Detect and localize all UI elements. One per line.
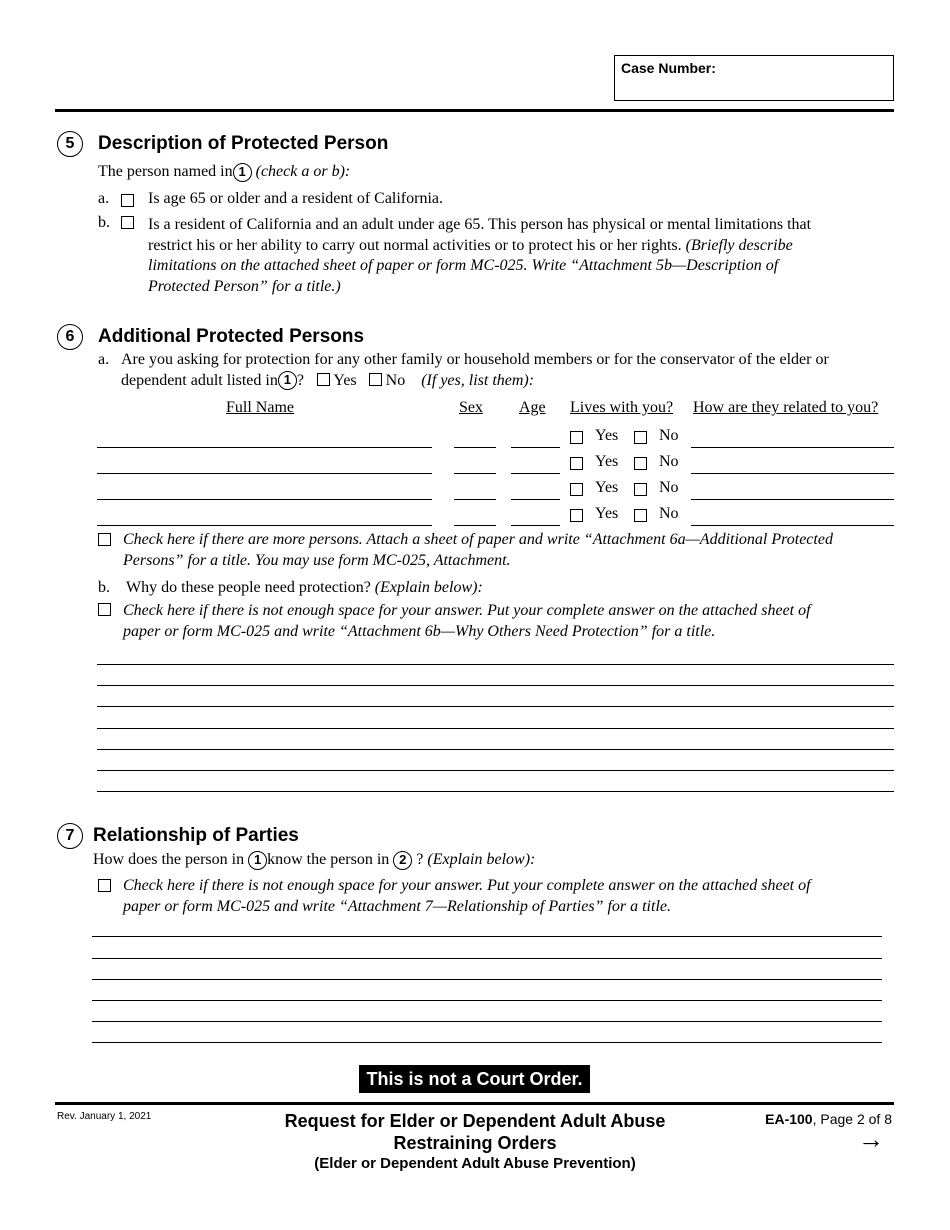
lives-yes-label: Yes [595,427,619,444]
section-7-q-part1: How does the person in [93,851,245,868]
relationship-field[interactable] [691,473,894,474]
section-6a-line2-prefix: dependent adult listed in [121,371,278,389]
sex-field[interactable] [454,525,496,526]
more-persons-line2: Persons” for a title. You may use form MC-025, Attachment. [123,551,511,569]
lives-no-label: No [659,505,679,522]
name-field[interactable] [97,473,432,474]
page-indicator: , Page 2 of 8 [812,1111,892,1127]
ref-item-1: 1 [278,371,297,390]
ref-item-1: 1 [248,851,267,870]
section-6b-answer-line[interactable] [97,706,894,707]
lives-no-label: No [659,427,679,444]
lives-no-checkbox[interactable] [634,483,647,496]
sex-field[interactable] [454,447,496,448]
section-6a-letter: a. [98,351,110,368]
section-6b-explain: (Explain below): [374,579,483,596]
relationship-field[interactable] [691,525,894,526]
section-6a-line2 [121,371,891,392]
section-6b-space-text [123,601,893,642]
lives-yes-checkbox[interactable] [570,431,583,444]
section-6a-qmark: ? [296,371,304,389]
section-6b-answer-line[interactable] [97,728,894,729]
name-field[interactable] [97,525,432,526]
section-6b-space-line1: Check here if there is not enough space for your answer. Put your complete answer on the attached sheet of [123,602,811,619]
section-6b-answer-line[interactable] [97,685,894,686]
section-7-answer-line[interactable] [92,979,882,980]
section-7-space-line1: Check here if there is not enough space for your answer. Put your complete answer on the attached sheet of [123,877,811,894]
section-7-answer-line[interactable] [92,1000,882,1001]
more-persons-line1: Check here if there are more persons. Attach a sheet of paper and write “Attachment 6a—Additional Protected [123,531,833,548]
name-field[interactable] [97,447,432,448]
next-page-arrow-icon[interactable]: → [858,1124,884,1154]
more-persons-checkbox[interactable] [98,533,111,546]
section-6b-answer-line[interactable] [97,749,894,750]
col-header-relationship: How are they related to you? [693,399,879,416]
section-6a-yes-checkbox[interactable] [317,373,330,386]
more-persons-text [123,530,893,571]
lives-yes-label: Yes [595,505,619,522]
section-6-title: Additional Protected Persons [98,326,365,347]
footer-subtitle: (Elder or Dependent Adult Abuse Prevention) [314,1155,636,1172]
section-7-space-checkbox[interactable] [98,879,111,892]
section-7-q-part3: ? [416,851,424,868]
option-b-line3: limitations on the attached sheet of paper or form MC-025. Write “Attachment 5b—Description of [148,257,779,274]
option-b-line2-italic: (Briefly describe [685,236,793,254]
section-6a-question [121,350,891,391]
section-6a-list-note: (If yes, list them): [421,371,535,389]
section-6b-answer-line[interactable] [97,770,894,771]
option-b-text [148,215,888,297]
section-7-title: Relationship of Parties [93,825,299,846]
ref-item-1: 1 [233,163,252,182]
option-b-line2 [148,236,888,257]
header-rule [55,109,894,112]
section-5-number: 5 [57,131,83,157]
option-a-checkbox[interactable] [121,194,134,207]
relationship-field[interactable] [691,499,894,500]
section-7-question [93,850,535,871]
section-7-answer-line[interactable] [92,1021,882,1022]
age-field[interactable] [511,447,560,448]
section-6b-question [126,578,483,599]
section-7-answer-line[interactable] [92,958,882,959]
section-6a-no-checkbox[interactable] [369,373,382,386]
footer-title-line2: Restraining Orders [393,1133,557,1153]
lives-no-checkbox[interactable] [634,431,647,444]
section-6b-answer-line[interactable] [97,791,894,792]
lives-no-checkbox[interactable] [634,509,647,522]
lives-no-label: No [659,479,679,496]
section-7-space-line2: paper or form MC-025 and write “Attachment 7—Relationship of Parties” for a title. [123,897,671,915]
section-7-explain: (Explain below): [427,851,536,868]
section-5-intro-suffix: (check a or b): [255,163,351,180]
col-header-full-name: Full Name [226,399,294,416]
footer-title [240,1110,710,1174]
section-6b-question-text: Why do these people need protection? [126,579,371,596]
option-a-letter: a. [98,190,110,207]
lives-no-checkbox[interactable] [634,457,647,470]
section-6b-answer-line[interactable] [97,664,894,665]
section-5-intro [98,162,350,183]
section-6a-yes-label: Yes [333,371,357,389]
case-number-label: Case Number: [621,60,716,76]
ref-item-2: 2 [393,851,412,870]
option-b-line2-plain: restrict his or her ability to carry out normal activities or to protect his or her rights. [148,236,682,254]
lives-yes-label: Yes [595,479,619,496]
col-header-age: Age [519,399,546,416]
sex-field[interactable] [454,499,496,500]
lives-no-label: No [659,453,679,470]
revision-date: Rev. January 1, 2021 [57,1111,152,1122]
option-b-line1: Is a resident of California and an adult under age 65. This person has physical or mental limitations that [148,216,812,233]
lives-yes-label: Yes [595,453,619,470]
footer-title-line1: Request for Elder or Dependent Adult Abuse [284,1111,666,1131]
section-6b-space-line2: paper or form MC-025 and write “Attachment 6b—Why Others Need Protection” for a title. [123,622,716,640]
lives-yes-checkbox[interactable] [570,457,583,470]
case-number-box[interactable] [614,55,894,101]
option-a-text: Is age 65 or older and a resident of California. [148,190,444,207]
section-5-title: Description of Protected Person [98,133,389,154]
option-b-line4: Protected Person” for a title.) [148,277,341,295]
section-6-number: 6 [57,324,83,350]
age-field[interactable] [511,499,560,500]
age-field[interactable] [511,473,560,474]
section-7-answer-line[interactable] [92,1042,882,1043]
sex-field[interactable] [454,473,496,474]
section-7-q-part2: know the person in [267,851,390,868]
section-6b-space-checkbox[interactable] [98,603,111,616]
relationship-field[interactable] [691,447,894,448]
col-header-sex: Sex [459,399,483,416]
section-6a-no-label: No [385,371,406,389]
section-7-space-text [123,876,893,917]
section-6a-line1: Are you asking for protection for any other family or household members or for the conservator of the elder or [121,351,829,368]
option-b-checkbox[interactable] [121,216,134,229]
lives-yes-checkbox[interactable] [570,509,583,522]
age-field[interactable] [511,525,560,526]
option-b-letter: b. [98,214,110,231]
section-7-answer-line[interactable] [92,936,882,937]
footer-rule [55,1102,894,1105]
form-id: EA-100 [765,1111,813,1127]
col-header-lives-with-you: Lives with you? [570,399,674,416]
section-5-intro-prefix: The person named in [98,163,233,180]
not-court-order-banner: This is not a Court Order. [359,1065,590,1093]
name-field[interactable] [97,499,432,500]
section-7-number: 7 [57,823,83,849]
lives-yes-checkbox[interactable] [570,483,583,496]
section-6b-letter: b. [98,579,110,596]
